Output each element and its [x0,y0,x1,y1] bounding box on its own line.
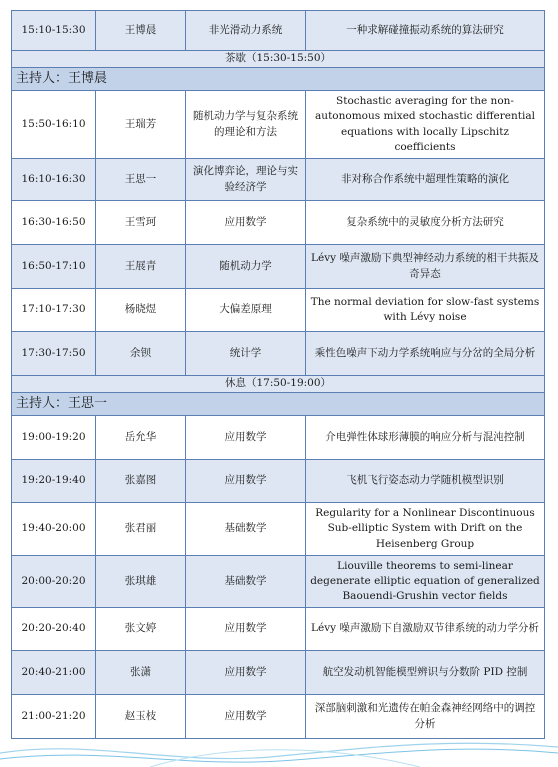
research-field: 应用数学 [186,460,306,503]
talk-time: 19:40-20:00 [12,503,96,556]
schedule-body [12,11,545,739]
research-field: 应用数学 [186,608,306,651]
talk-title: 介电弹性体球形薄膜的响应分析与混沌控制 [306,416,545,460]
talk-title: 飞机飞行姿态动力学随机模型识别 [306,460,545,503]
talk-title: Lévy 噪声激励下典型神经动力系统的相干共振及奇异态 [306,245,545,289]
talk-title: Stochastic averaging for the non-autonomous mixed stochastic differential equations with locally Lipschitz coefficients [306,91,545,159]
talk-title: 复杂系统中的灵敏度分析方法研究 [306,201,545,245]
speaker-name: 王雪珂 [96,201,186,245]
talk-title: 深部脑刺激和光遗传在帕金森神经网络中的调控分析 [306,695,545,739]
chair-row [12,68,545,91]
talk-row [12,651,545,695]
speaker-name: 张君丽 [96,503,186,556]
talk-time: 21:00-21:20 [12,695,96,739]
talk-row [12,416,545,460]
speaker-name: 张潇 [96,651,186,695]
talk-row [12,503,545,556]
talk-row [12,91,545,159]
break-row [12,51,545,68]
research-field: 应用数学 [186,416,306,460]
speaker-name: 张琪雄 [96,556,186,608]
research-field: 演化博弈论，理论与实验经济学 [186,159,306,201]
talk-title: 非对称合作系统中超理性策略的演化 [306,159,545,201]
talk-row [12,11,545,51]
talk-row [12,460,545,503]
research-field: 应用数学 [186,695,306,739]
talk-row [12,159,545,201]
session-chair: 主持人：王思一 [12,393,545,416]
speaker-name: 王思一 [96,159,186,201]
talk-title: Regularity for a Nonlinear Discontinuous Sub-elliptic System with Drift on the Heisenberg Group [306,503,545,556]
speaker-name: 张文婷 [96,608,186,651]
break-row [12,376,545,393]
talk-row [12,695,545,739]
speaker-name: 张嘉图 [96,460,186,503]
research-field: 应用数学 [186,651,306,695]
research-field: 统计学 [186,332,306,376]
talk-title: The normal deviation for slow-fast systems with Lévy noise [306,289,545,332]
talk-row [12,201,545,245]
schedule-table [11,10,545,739]
talk-row [12,332,545,376]
talk-time: 15:50-16:10 [12,91,96,159]
chair-row [12,393,545,416]
talk-title: 航空发动机智能模型辨识与分数阶 PID 控制 [306,651,545,695]
talk-row [12,608,545,651]
talk-time: 20:40-21:00 [12,651,96,695]
talk-title: 乘性色噪声下动力学系统响应与分岔的全局分析 [306,332,545,376]
speaker-name: 王展青 [96,245,186,289]
talk-time: 20:20-20:40 [12,608,96,651]
speaker-name: 王瑞芳 [96,91,186,159]
talk-time: 19:00-19:20 [12,416,96,460]
research-field: 基础数学 [186,503,306,556]
research-field: 应用数学 [186,201,306,245]
break-label: 茶歇（15:30-15:50） [12,51,545,68]
speaker-name: 王博晨 [96,11,186,51]
speaker-name: 赵玉枝 [96,695,186,739]
talk-row [12,556,545,608]
break-label: 休息（17:50-19:00） [12,376,545,393]
talk-row [12,289,545,332]
speaker-name: 杨晓煜 [96,289,186,332]
research-field: 随机动力学与复杂系统的理论和方法 [186,91,306,159]
talk-title: 一种求解碰撞振动系统的算法研究 [306,11,545,51]
talk-time: 17:10-17:30 [12,289,96,332]
talk-time: 19:20-19:40 [12,460,96,503]
talk-row [12,245,545,289]
wave-decoration [0,735,558,767]
talk-time: 16:30-16:50 [12,201,96,245]
session-chair: 主持人：王博晨 [12,68,545,91]
speaker-name: 岳允华 [96,416,186,460]
talk-title: Lévy 噪声激励下自激励双节律系统的动力学分析 [306,608,545,651]
talk-title: Liouville theorems to semi-linear degenerate elliptic equation of generalized Baouendi-Grushin vector fields [306,556,545,608]
research-field: 大偏差原理 [186,289,306,332]
research-field: 基础数学 [186,556,306,608]
talk-time: 20:00-20:20 [12,556,96,608]
talk-time: 16:10-16:30 [12,159,96,201]
research-field: 随机动力学 [186,245,306,289]
speaker-name: 余钡 [96,332,186,376]
talk-time: 17:30-17:50 [12,332,96,376]
research-field: 非光滑动力系统 [186,11,306,51]
talk-time: 15:10-15:30 [12,11,96,51]
talk-time: 16:50-17:10 [12,245,96,289]
